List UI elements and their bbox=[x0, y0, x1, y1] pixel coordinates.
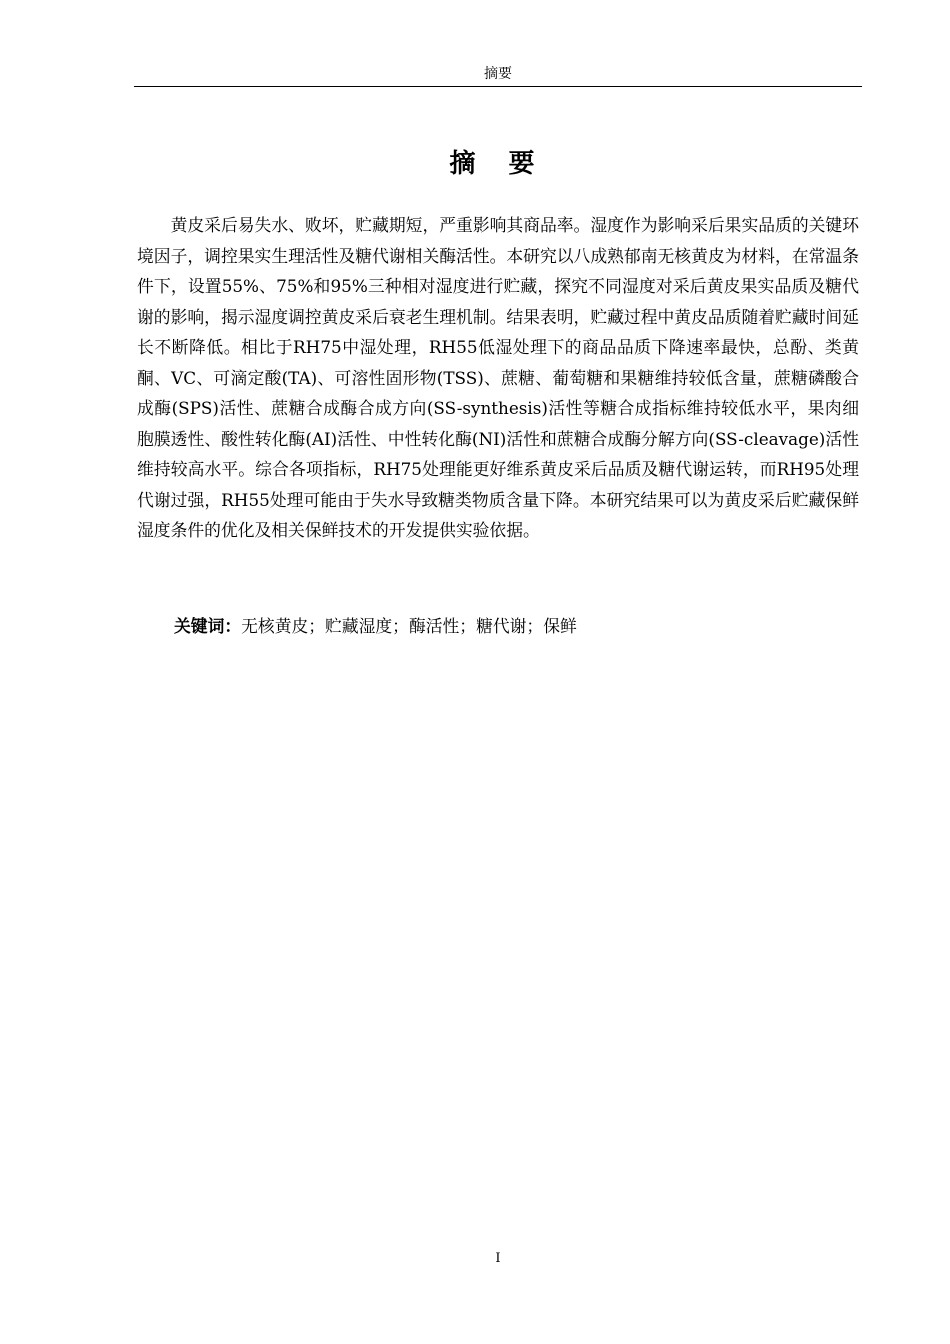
abstract-title: 摘 要 bbox=[449, 149, 547, 179]
header-rule bbox=[134, 86, 862, 87]
page-number: I bbox=[495, 1251, 501, 1266]
running-header: 摘要 bbox=[484, 66, 512, 82]
keywords-label: 关键词： bbox=[174, 616, 242, 636]
keywords-line bbox=[174, 611, 859, 641]
abstract-body: 黄皮采后易失水、败坏，贮藏期短，严重影响其商品率。湿度作为影响采后果实品质的关键环境因子，调控果实生理活性及糖代谢相关酶活性。本研究以八成熟郁南无核黄皮为材料，在常温条件下，设置55%、75%和95%三种相对湿度进行贮藏，探究不同湿度对采后黄皮果实品质及糖代谢的影响，揭示湿度调控黄皮采后衰老生理机制。结果表明，贮藏过程中黄皮品质随着贮藏时间延长不断降低。相比于RH75中湿处理，RH55低湿处理下的商品品质下降速率最快，总酚、类黄酮、VC、可滴定酸(TA)、可溶性固形物(TSS)、蔗糖、葡萄糖和果糖维持较低含量，蔗糖磷酸合成酶(SPS)活性、蔗糖合成酶合成方向(SS-synthesis)活性等糖合成指标维持较低水平，果肉细胞膜透性、酸性转化酶(AI)活性、中性转化酶(NI)活性和蔗糖合成酶分解方向(SS-cleavage)活性维持较高水平。综合各项指标，RH75处理能更好维系黄皮采后品质及糖代谢运转，而RH95处理代谢过强，RH55处理可能由于失水导致糖类物质含量下降。本研究结果可以为黄皮采后贮藏保鲜湿度条件的优化及相关保鲜技术的开发提供实验依据。 bbox=[137, 215, 859, 540]
keywords-value: 无核黄皮；贮藏湿度；酶活性；糖代谢；保鲜 bbox=[241, 616, 577, 636]
